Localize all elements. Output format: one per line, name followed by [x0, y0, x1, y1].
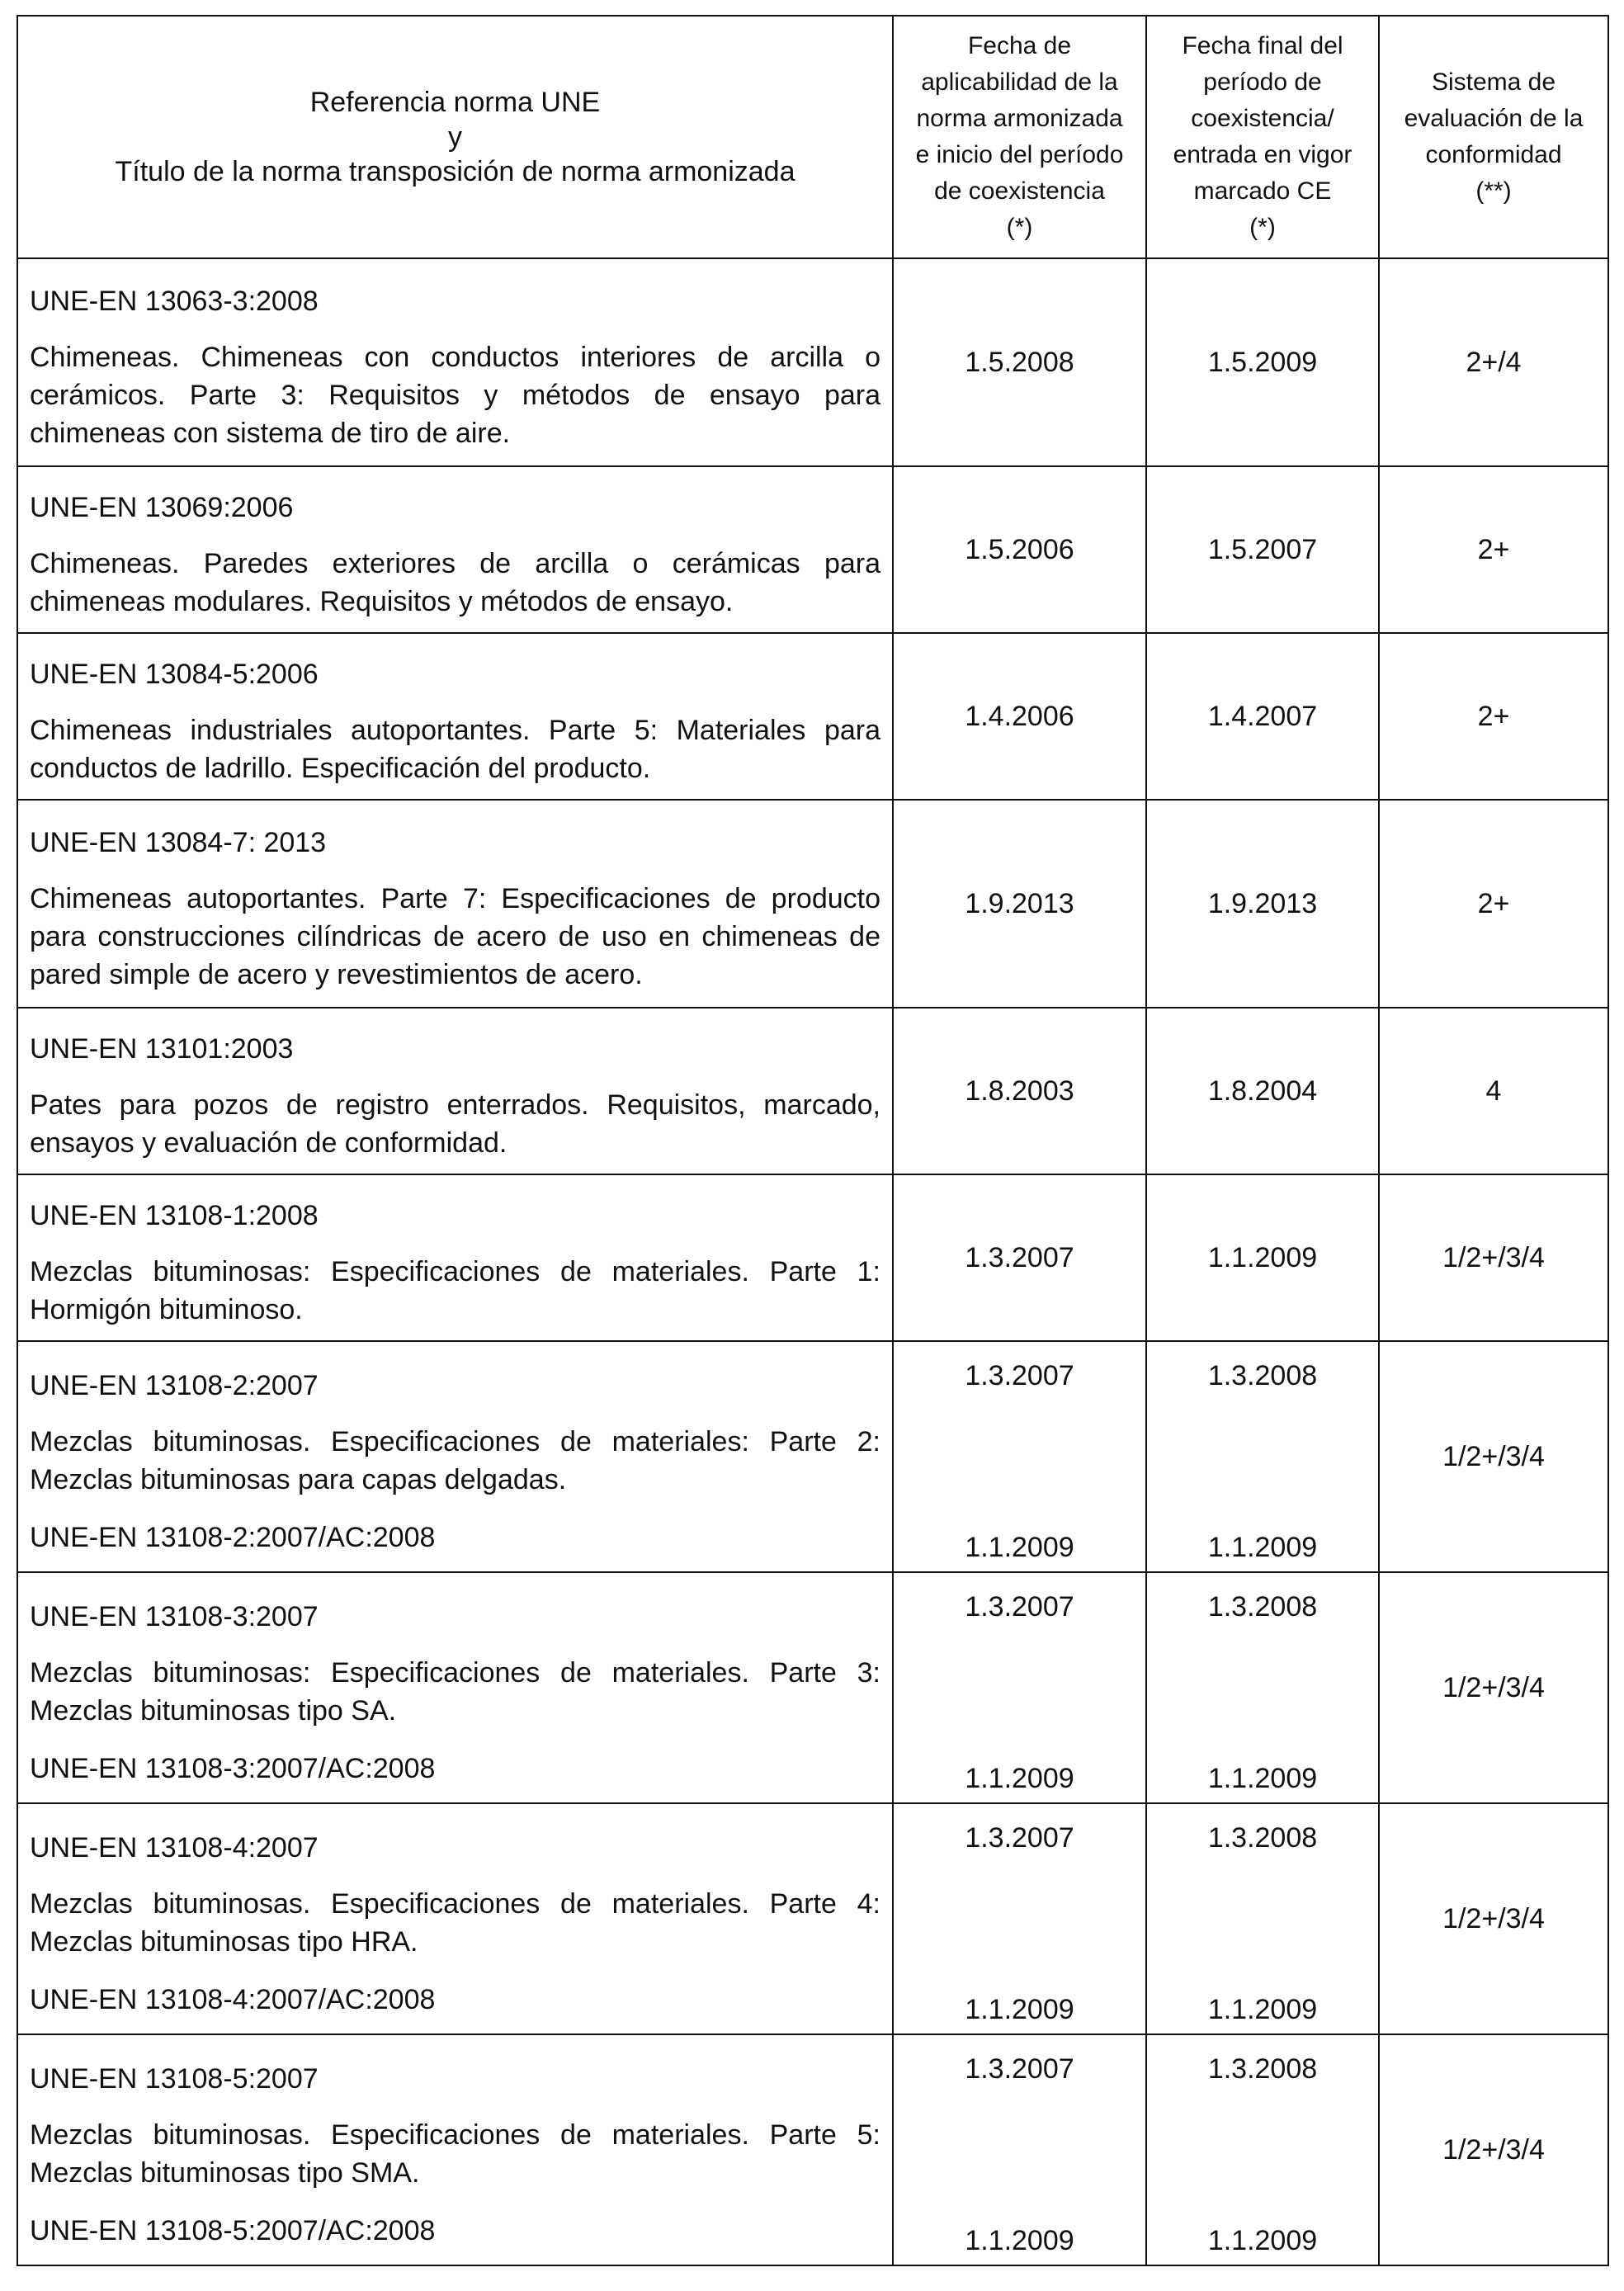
coexistence-end-date: 1.3.2008	[1207, 1822, 1318, 1854]
standard-title: Pates para pozos de registro enterrados. Requisitos, marcado, ensayos y evaluación de conformidad.	[30, 1089, 880, 1159]
coexistence-end-date: 1.5.2007	[1146, 466, 1379, 633]
applicability-date: 1.3.2007	[965, 1591, 1074, 1623]
standard-reference: UNE-EN 13108-2:2007	[30, 1370, 319, 1401]
header-reference-line: Título de la norma transposición de norma armonizada	[115, 156, 795, 187]
coexistence-end-date-cell	[1146, 1803, 1379, 2034]
applicability-date: 1.3.2007	[965, 1822, 1074, 1854]
coexistence-end-date: 1.1.2009	[1146, 1174, 1379, 1341]
standard-reference: UNE-EN 13069:2006	[30, 492, 294, 523]
table-row	[17, 1341, 1608, 1572]
standard-cell	[17, 1572, 893, 1803]
standard-title: Chimeneas. Paredes exteriores de arcilla o cerámicas para chimeneas modulares. Requisitos y métodos de ensayo.	[30, 548, 880, 617]
standard-reference: UNE-EN 13108-1:2008	[30, 1200, 319, 1231]
table-row	[17, 633, 1608, 800]
amendment-coexistence-end-date: 1.1.2009	[1207, 1994, 1318, 2025]
applicability-date-cell	[893, 1803, 1146, 2034]
amendment-reference: UNE-EN 13108-5:2007/AC:2008	[30, 2215, 436, 2246]
conformity-system: 2+	[1379, 466, 1608, 633]
amendment-applicability-date: 1.1.2009	[965, 1763, 1074, 1794]
amendment-coexistence-end-date: 1.1.2009	[1207, 1763, 1318, 1794]
header-conformity-system	[1379, 16, 1608, 258]
standard-title: Mezclas bituminosas: Especificaciones de materiales. Parte 3: Mezclas bituminosas tipo SA.	[30, 1657, 880, 1727]
standard-reference: UNE-EN 13084-5:2006	[30, 659, 319, 690]
standard-title: Chimeneas. Chimeneas con conductos interiores de arcilla o cerámicos. Parte 3: Requisitos y métodos de ensayo para chimeneas con sistema de tiro de aire.	[30, 342, 880, 449]
conformity-system: 1/2+/3/4	[1379, 1803, 1608, 2034]
standard-cell	[17, 258, 893, 466]
header-line: de coexistencia	[934, 177, 1105, 205]
standard-cell	[17, 466, 893, 633]
conformity-system: 2+	[1379, 633, 1608, 800]
coexistence-end-date-cell	[1146, 1341, 1379, 1572]
applicability-date: 1.9.2013	[893, 800, 1146, 1008]
coexistence-end-date: 1.4.2007	[1146, 633, 1379, 800]
conformity-system: 1/2+/3/4	[1379, 1341, 1608, 1572]
applicability-date-cell	[893, 1572, 1146, 1803]
coexistence-end-date: 1.9.2013	[1146, 800, 1379, 1008]
applicability-date-cell	[893, 2034, 1146, 2265]
table-row	[17, 258, 1608, 466]
table-row	[17, 1803, 1608, 2034]
standard-cell	[17, 800, 893, 1008]
coexistence-end-date: 1.3.2008	[1207, 1591, 1318, 1623]
table-row	[17, 800, 1608, 1008]
conformity-system: 1/2+/3/4	[1379, 1572, 1608, 1803]
header-line: (*)	[1006, 214, 1033, 241]
header-line: entrada en vigor	[1173, 141, 1353, 168]
applicability-date-cell	[893, 1341, 1146, 1572]
header-applicability-date	[893, 16, 1146, 258]
amendment-applicability-date: 1.1.2009	[965, 1994, 1074, 2025]
header-line: coexistencia/	[1191, 105, 1334, 132]
standard-cell	[17, 2034, 893, 2265]
header-line: (*)	[1249, 214, 1276, 241]
header-line: e inicio del período	[915, 141, 1124, 168]
amendment-applicability-date: 1.1.2009	[965, 2225, 1074, 2256]
standard-reference: UNE-EN 13108-3:2007	[30, 1601, 319, 1632]
conformity-system: 2+	[1379, 800, 1608, 1008]
standard-reference: UNE-EN 13101:2003	[30, 1033, 294, 1065]
standard-cell	[17, 633, 893, 800]
conformity-system: 2+/4	[1379, 258, 1608, 466]
coexistence-end-date: 1.3.2008	[1207, 2053, 1318, 2085]
standard-title: Mezclas bituminosas. Especificaciones de materiales. Parte 4: Mezclas bituminosas tipo HRA.	[30, 1888, 880, 1958]
header-line: Sistema de	[1431, 68, 1556, 96]
table-row	[17, 466, 1608, 633]
table-header-row	[17, 16, 1608, 258]
coexistence-end-date-cell	[1146, 2034, 1379, 2265]
applicability-date: 1.4.2006	[893, 633, 1146, 800]
conformity-system: 1/2+/3/4	[1379, 2034, 1608, 2265]
table-row	[17, 1174, 1608, 1341]
standard-reference: UNE-EN 13108-5:2007	[30, 2063, 319, 2095]
standard-title: Mezclas bituminosas. Especificaciones de materiales: Parte 2: Mezclas bituminosas para capas delgadas.	[30, 1426, 880, 1495]
standard-title: Chimeneas industriales autoportantes. Parte 5: Materiales para conductos de ladrillo. Especificación del producto.	[30, 715, 880, 784]
table-row	[17, 1008, 1608, 1174]
header-line: marcado CE	[1193, 177, 1332, 205]
table-row	[17, 2034, 1608, 2265]
standard-title: Mezclas bituminosas. Especificaciones de materiales. Parte 5: Mezclas bituminosas tipo SMA.	[30, 2119, 880, 2189]
applicability-date: 1.5.2006	[893, 466, 1146, 633]
conformity-system: 1/2+/3/4	[1379, 1174, 1608, 1341]
header-line: Fecha final del	[1182, 32, 1343, 59]
applicability-date: 1.5.2008	[893, 258, 1146, 466]
amendment-coexistence-end-date: 1.1.2009	[1207, 1532, 1318, 1563]
amendment-reference: UNE-EN 13108-2:2007/AC:2008	[30, 1522, 436, 1553]
coexistence-end-date-cell	[1146, 1572, 1379, 1803]
coexistence-end-date: 1.3.2008	[1207, 1360, 1318, 1391]
coexistence-end-date: 1.8.2004	[1146, 1008, 1379, 1174]
standard-cell	[17, 1008, 893, 1174]
standard-title: Chimeneas autoportantes. Parte 7: Especificaciones de producto para construcciones cilíndricas de acero de uso en chimeneas de pared simple de acero y revestimientos de acero.	[30, 883, 880, 990]
header-line: conformidad	[1425, 141, 1562, 168]
table-row	[17, 1572, 1608, 1803]
applicability-date: 1.3.2007	[893, 1174, 1146, 1341]
applicability-date: 1.8.2003	[893, 1008, 1146, 1174]
standard-cell	[17, 1341, 893, 1572]
header-coexistence-end-date	[1146, 16, 1379, 258]
applicability-date: 1.3.2007	[965, 2053, 1074, 2085]
amendment-coexistence-end-date: 1.1.2009	[1207, 2225, 1318, 2256]
header-line: evaluación de la	[1404, 105, 1584, 132]
harmonized-standards-table	[17, 15, 1609, 2266]
header-reference-line: Referencia norma UNE	[309, 87, 601, 118]
standard-cell	[17, 1803, 893, 2034]
standard-cell	[17, 1174, 893, 1341]
header-reference-line: y	[448, 121, 462, 153]
amendment-reference: UNE-EN 13108-4:2007/AC:2008	[30, 1984, 436, 2015]
amendment-applicability-date: 1.1.2009	[965, 1532, 1074, 1563]
standard-reference: UNE-EN 13063-3:2008	[30, 286, 319, 317]
header-line: (**)	[1475, 177, 1512, 205]
header-line: aplicabilidad de la	[921, 68, 1118, 96]
header-line: norma armonizada	[916, 105, 1123, 132]
header-line: período de	[1203, 68, 1322, 96]
conformity-system: 4	[1379, 1008, 1608, 1174]
coexistence-end-date: 1.5.2009	[1146, 258, 1379, 466]
standard-reference: UNE-EN 13084-7: 2013	[30, 827, 327, 858]
header-reference	[17, 16, 893, 258]
standard-reference: UNE-EN 13108-4:2007	[30, 1832, 319, 1864]
applicability-date: 1.3.2007	[965, 1360, 1074, 1391]
standard-title: Mezclas bituminosas: Especificaciones de materiales. Parte 1: Hormigón bituminoso.	[30, 1256, 880, 1325]
amendment-reference: UNE-EN 13108-3:2007/AC:2008	[30, 1753, 436, 1784]
header-line: Fecha de	[967, 32, 1072, 59]
